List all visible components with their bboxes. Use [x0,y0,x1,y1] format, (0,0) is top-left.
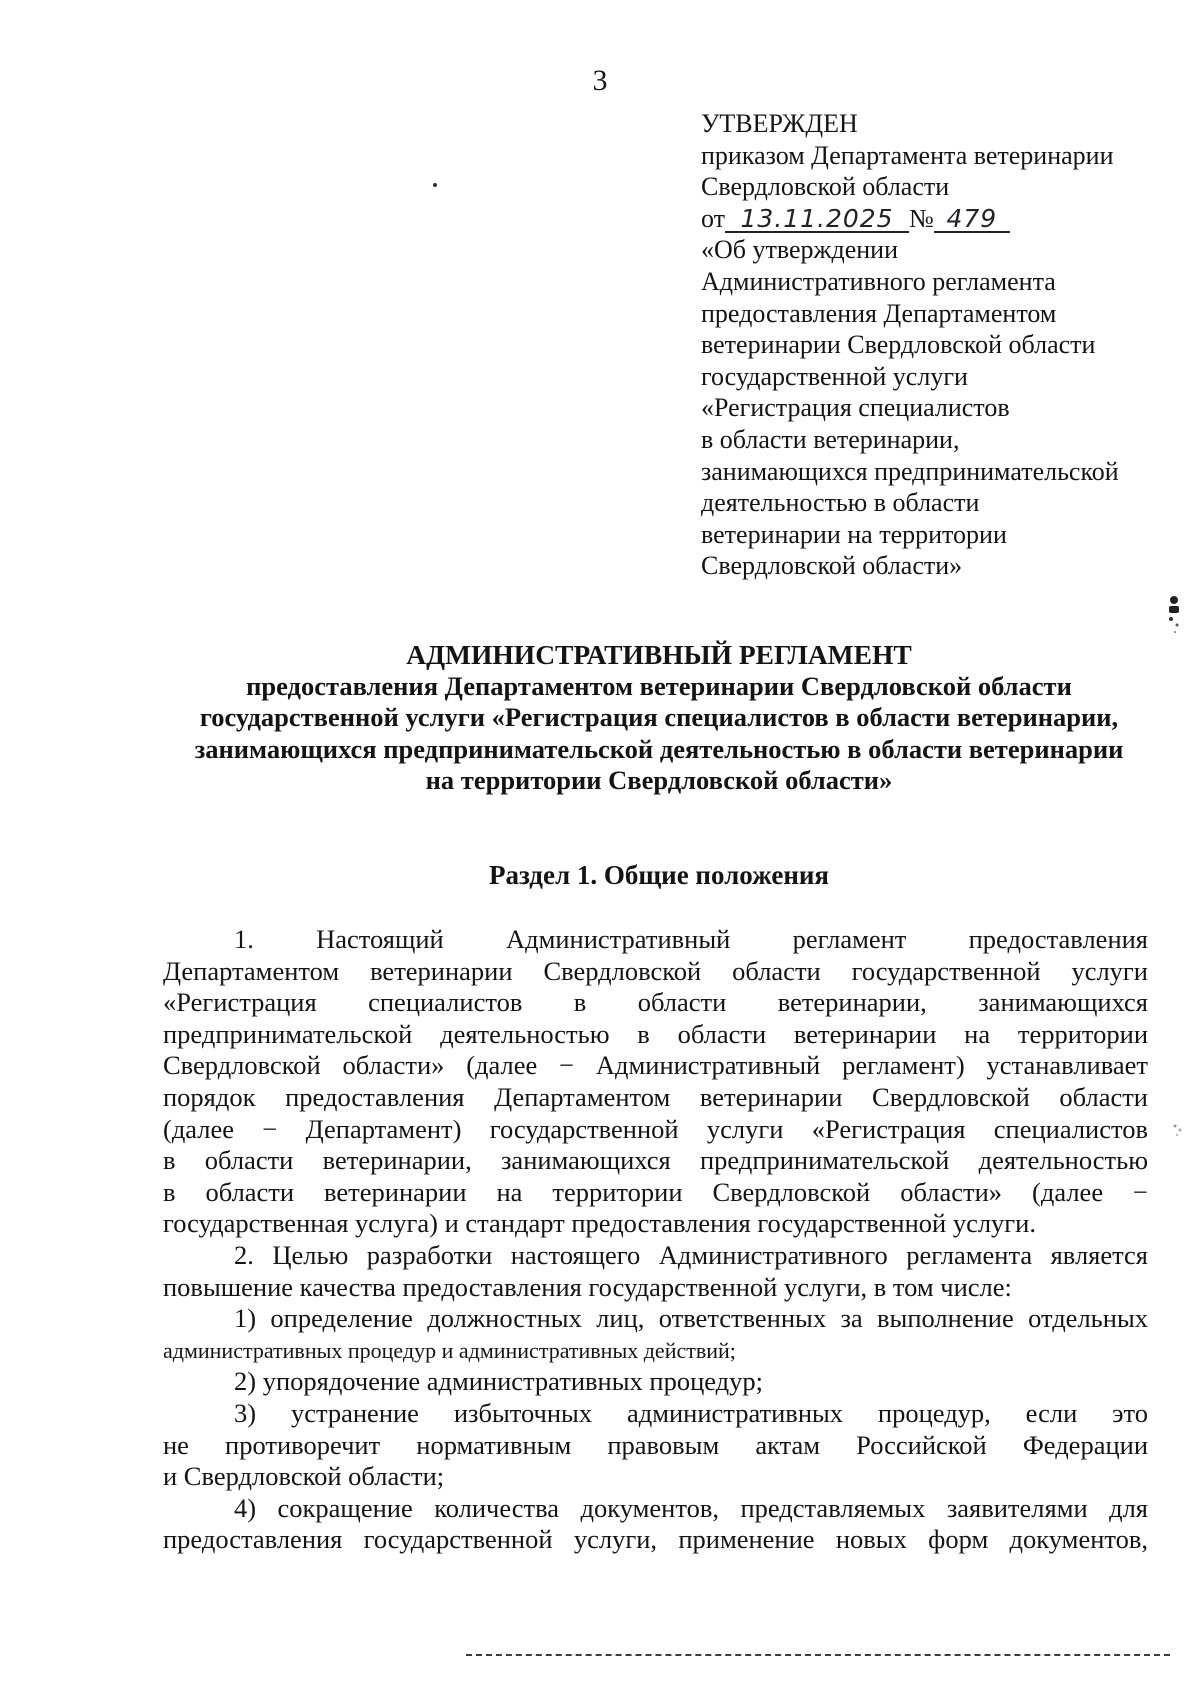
approval-subject-line: Административного регламента [701,266,1056,296]
paragraph-1-line: Департаментом ветеринарии Свердловской области государственной услуги [163,955,1148,986]
paragraph-2-line: повышение качества предоставления государственной услуги, в том числе: [163,1271,1012,1302]
title-line: на территории Свердловской области» [425,765,893,796]
list-item-1-line: 1) определение должностных лиц, ответственных за выполнение отдельных [234,1303,1148,1334]
approval-line-2: Свердловской области [701,172,950,202]
title-line: государственной услуги «Регистрация специалистов в области ветеринарии, [199,702,1119,733]
list-item-4-line: 4) сокращение количества документов, представляемых заявителями для [234,1492,1148,1523]
approval-block [701,108,1171,582]
list-item-3-line: и Свердловской области; [163,1461,445,1492]
paragraph-1-line: предпринимательской деятельностью в области ветеринарии на территории [163,1018,1148,1049]
paragraph-1-line: порядок предоставления Департаментом ветеринарии Свердловской области [163,1081,1148,1112]
list-item-4-line: предоставления государственной услуги, применение новых форм документов, [163,1524,1148,1555]
approval-subject-line: государственной услуги [701,361,968,391]
scan-mark-icon [1162,592,1186,636]
footer-divider [466,1654,1170,1656]
approval-line-1: приказом Департамента ветеринарии [701,140,1114,170]
paragraph-1-line: 1. Настоящий Административный регламент предоставления [234,924,1148,954]
list-item-3-line: 3) устранение избыточных административных процедур, если это [234,1397,1148,1428]
handwritten-order-number: 479 [934,207,1010,233]
date-prefix: от [701,203,726,233]
paragraph-1-line: в области ветеринарии на территории Свердловской области» (далее − [163,1176,1148,1207]
paragraph-1-line: (далее − Департамент) государственной услуги «Регистрация специалистов [163,1113,1148,1144]
approval-subject-line: в области ветеринарии, [701,424,960,454]
approval-subject-line: Свердловской области» [701,551,963,581]
approval-subject-line: ветеринарии Свердловской области [701,330,1096,360]
scan-speck-icon [1170,1120,1186,1140]
handwritten-date: 13.11.2025 [725,207,909,233]
approval-date-line [701,203,1171,235]
body-text [163,924,1148,1556]
page-number: 3 [592,64,608,97]
approval-subject-line: «Регистрация специалистов [701,393,1010,423]
paragraph-1-line: в области ветеринарии, занимающихся предпринимательской деятельностью [163,1145,1148,1176]
list-item-3-line: не противоречит нормативным правовым актам Российской Федерации [163,1429,1148,1460]
approval-subject-line: предоставления Департаментом [701,298,1057,328]
paragraph-2-line: 2. Целью разработки настоящего Административного регламента является [234,1239,1148,1270]
number-sign: № [909,203,934,233]
section-heading: Раздел 1. Общие положения [488,860,830,890]
approval-subject-line: занимающихся предпринимательской [701,456,1119,486]
title-main: АДМИНИСТРАТИВНЫЙ РЕГЛАМЕНТ [406,639,912,670]
approval-subject-line: деятельностью в области [701,488,980,518]
title-line: занимающихся предпринимательской деятельностью в области ветеринарии [194,733,1124,764]
list-item-2: 2) упорядочение административных процедур; [234,1366,764,1397]
document-title [150,639,1168,797]
paragraph-1-line: «Регистрация специалистов в области ветеринарии, занимающихся [163,987,1148,1018]
paragraph-1-line: государственная услуга) и стандарт предоставления государственной услуги. [163,1208,1036,1239]
paragraph-1-line: Свердловской области» (далее − Административный регламент) устанавливает [163,1050,1148,1081]
title-line: предоставления Департаментом ветеринарии Свердловской области [246,670,1072,701]
scan-dot-icon [432,182,438,188]
list-item-1-line: административных процедур и административных действий; [163,1337,736,1363]
approval-subject-line: ветеринарии на территории [701,519,1007,549]
approval-heading: УТВЕРЖДЕН [701,109,858,138]
approval-subject-line: «Об утверждении [701,235,899,265]
